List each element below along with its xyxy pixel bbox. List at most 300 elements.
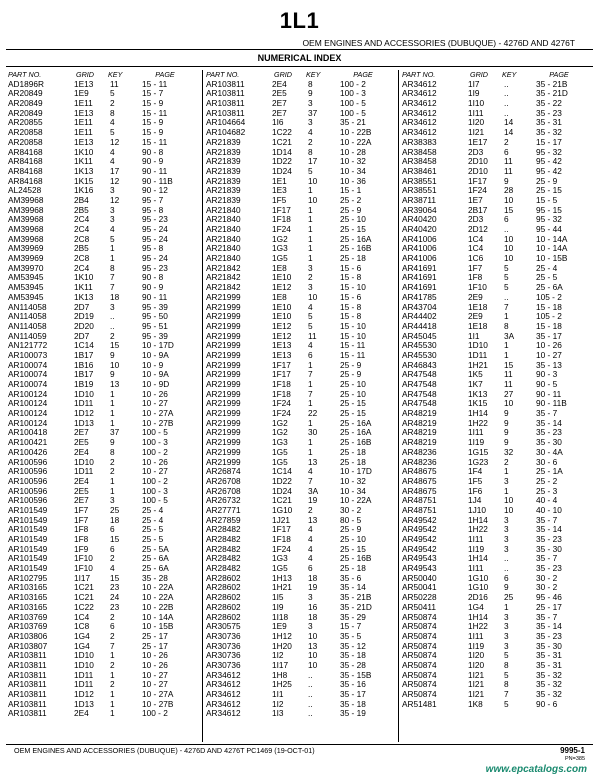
- grid-cell: 1H21: [468, 359, 488, 370]
- key-cell: 10: [504, 233, 514, 244]
- part-no-cell: AR38551: [402, 175, 437, 186]
- part-no-cell: AR20855: [8, 117, 43, 128]
- key-cell: 23: [110, 601, 120, 612]
- grid-cell: 1E13: [74, 107, 94, 118]
- grid-cell: 1I2: [272, 698, 284, 709]
- grid-cell: 1I6: [272, 117, 284, 128]
- key-cell: 5: [110, 127, 115, 138]
- key-cell: 10: [504, 194, 514, 205]
- key-cell: 1: [110, 485, 115, 496]
- page-cell: 25 - 5: [536, 272, 558, 283]
- page-cell: 15 - 6: [340, 291, 362, 302]
- page-cell: 35 - 21D: [536, 88, 568, 99]
- part-no-cell: AR40420: [402, 224, 437, 234]
- key-cell: 3: [308, 282, 313, 293]
- page-cell: 35 - 14: [536, 621, 562, 632]
- page-cell: 25 - 4: [536, 262, 558, 273]
- key-cell: 4: [308, 524, 313, 535]
- key-cell: 11: [504, 156, 513, 167]
- grid-cell: 1F17: [468, 175, 487, 186]
- part-no-cell: AR21840: [206, 253, 241, 264]
- grid-cell: 1D11: [74, 679, 94, 690]
- grid-cell: 1B17: [74, 369, 94, 380]
- index-row: [8, 709, 194, 719]
- key-cell: 10: [504, 253, 514, 264]
- grid-cell: 2E7: [74, 427, 89, 438]
- part-no-cell: AR50874: [402, 689, 437, 699]
- page-cell: 25 - 18: [340, 446, 366, 457]
- grid-cell: 1E9: [272, 621, 287, 632]
- key-cell: 12: [110, 175, 120, 186]
- part-no-cell: AR21999: [206, 408, 241, 419]
- page-cell: 25 - 6A: [142, 563, 169, 574]
- key-cell: 2: [504, 136, 509, 147]
- page-cell: 10 - 22A: [340, 136, 372, 147]
- page-cell: 35 - 13: [536, 359, 562, 370]
- part-no-cell: AM53945: [8, 282, 44, 293]
- grid-cell: 1I1: [468, 330, 480, 341]
- key-cell: 9: [504, 582, 509, 593]
- part-no-cell: AR103811: [206, 88, 245, 99]
- grid-cell: 1K10: [74, 272, 94, 283]
- key-cell: 6: [308, 349, 313, 360]
- page-cell: 35 - 32: [536, 689, 562, 699]
- grid-cell: 1E1: [272, 175, 287, 186]
- page-cell: 95 - 23: [142, 262, 168, 273]
- key-cell: 11: [504, 369, 513, 380]
- key-cell: 1: [504, 340, 509, 351]
- page-cell: 35 - 28: [340, 659, 366, 670]
- part-no-cell: AR21839: [206, 156, 241, 167]
- footer-divider: [6, 744, 593, 745]
- index-column-2: [206, 70, 392, 742]
- part-no-cell: AR21842: [206, 272, 241, 283]
- part-no-cell: AM39968: [8, 224, 44, 234]
- key-cell: 7: [308, 369, 313, 380]
- page-cell: 95 - 32: [536, 214, 562, 225]
- part-no-cell: AR28602: [206, 582, 241, 593]
- part-no-cell: AR34612: [206, 708, 241, 719]
- grid-cell: 1I5: [272, 592, 284, 603]
- key-cell: 22: [308, 408, 318, 419]
- grid-cell: 2D7: [74, 330, 90, 341]
- key-cell: 4: [110, 224, 115, 234]
- page-cell: 25 - 15: [340, 398, 366, 409]
- part-no-cell: AR21999: [206, 427, 241, 438]
- key-cell: 6: [504, 146, 509, 157]
- page-cell: 35 - 23: [536, 107, 562, 118]
- key-cell: 10: [308, 630, 318, 641]
- grid-cell: 1F18: [272, 388, 291, 399]
- part-no-cell: AR101549: [8, 543, 48, 554]
- part-no-cell: AR21999: [206, 291, 241, 302]
- part-no-cell: AL24528: [8, 185, 42, 196]
- page-cell: 25 - 9: [340, 359, 362, 370]
- key-cell: 2: [110, 456, 115, 467]
- part-no-cell: AR38458: [402, 146, 437, 157]
- page-cell: 25 - 9: [536, 175, 558, 186]
- page-cell: 30 - 2: [340, 504, 362, 515]
- part-no-cell: AR100596: [8, 485, 48, 496]
- page-cell: 25 - 17: [142, 640, 168, 651]
- page-cell: 10 - 17D: [142, 340, 174, 351]
- part-no-cell: AR49542: [402, 543, 437, 554]
- index-column-1: [8, 70, 194, 742]
- part-no-header: PART NO.: [8, 70, 42, 79]
- grid-cell: 1D12: [74, 408, 94, 419]
- key-cell: 10: [308, 291, 318, 302]
- key-cell: 1: [308, 214, 313, 225]
- key-cell: 3: [504, 475, 509, 486]
- part-no-cell: AR50874: [402, 611, 437, 622]
- key-cell: 11: [308, 330, 317, 341]
- page-cell: 100 - 2: [340, 78, 366, 89]
- key-cell: 9: [308, 88, 313, 99]
- key-cell: 2: [110, 659, 115, 670]
- key-cell: ..: [308, 669, 313, 680]
- page-cell: 10 - 26: [142, 650, 168, 661]
- part-no-cell: AR27859: [206, 514, 241, 525]
- part-no-cell: AR21842: [206, 282, 241, 293]
- part-no-cell: AR21999: [206, 359, 241, 370]
- page-cell: 25 - 17: [536, 601, 562, 612]
- key-cell: 8: [110, 262, 115, 273]
- key-cell: 10: [504, 243, 514, 254]
- key-cell: 1: [308, 446, 313, 457]
- part-no-cell: AR100124: [8, 417, 48, 428]
- page-cell: 25 - 10: [340, 388, 366, 399]
- page-cell: 25 - 9: [340, 204, 362, 215]
- key-cell: 2: [110, 330, 115, 341]
- grid-cell: 1I11: [468, 427, 484, 438]
- page-cell: 35 - 31: [536, 117, 562, 128]
- page-cell: 10 - 22A: [340, 495, 372, 506]
- part-no-cell: AR48751: [402, 504, 437, 515]
- key-cell: 19: [308, 495, 318, 506]
- page-cell: 35 - 32: [536, 669, 562, 680]
- part-no-cell: AR21999: [206, 311, 241, 322]
- grid-cell: 1F18: [272, 214, 291, 225]
- page-cell: 15 - 5: [536, 194, 558, 205]
- key-cell: 7: [504, 689, 509, 699]
- page-cell: 90 - 8: [142, 146, 164, 157]
- page-cell: 10 - 14A: [536, 233, 568, 244]
- part-no-cell: AR21999: [206, 417, 241, 428]
- key-cell: ..: [504, 291, 509, 302]
- part-no-cell: AR49542: [402, 524, 437, 535]
- page-cell: 15 - 11: [340, 349, 366, 360]
- grid-cell: 1G4: [74, 640, 90, 651]
- key-cell: 1: [110, 253, 115, 264]
- grid-cell: 1K7: [468, 379, 483, 389]
- grid-cell: 1K13: [74, 291, 94, 302]
- grid-cell: 1E12: [272, 282, 292, 293]
- page-cell: 95 - 8: [142, 243, 164, 254]
- grid-cell: 1E8: [272, 262, 287, 273]
- page-cell: 100 - 2: [142, 708, 168, 719]
- part-no-cell: AR100074: [8, 369, 48, 380]
- key-cell: 11: [110, 78, 119, 89]
- grid-cell: 1I11: [468, 630, 484, 641]
- page-cell: 15 - 18: [536, 301, 562, 312]
- part-no-cell: AR47548: [402, 379, 437, 389]
- page-cell: 95 - 7: [142, 194, 164, 205]
- grid-cell: 2B5: [74, 243, 89, 254]
- key-cell: 13: [308, 640, 318, 651]
- key-cell: 1: [504, 349, 509, 360]
- part-no-cell: AM39968: [8, 204, 44, 215]
- page-cell: 10 - 27: [142, 679, 168, 690]
- grid-cell: 1I11: [468, 563, 484, 574]
- grid-cell: 1E10: [272, 311, 292, 322]
- part-no-cell: AM39968: [8, 194, 44, 205]
- part-no-cell: AR21839: [206, 185, 241, 196]
- page-cell: 35 - 16: [340, 679, 366, 690]
- part-no-cell: AR21840: [206, 204, 241, 215]
- grid-cell: 2D16: [468, 592, 488, 603]
- page-cell: 35 - 5: [340, 630, 362, 641]
- key-cell: 3: [110, 495, 115, 506]
- key-cell: 9: [504, 175, 509, 186]
- key-cell: 14: [504, 117, 514, 128]
- part-no-cell: AR30736: [206, 630, 241, 641]
- page-cell: 15 - 10: [340, 330, 366, 341]
- key-cell: 30: [308, 427, 318, 438]
- grid-cell: 1C22: [74, 601, 94, 612]
- key-cell: 6: [504, 572, 509, 583]
- watermark-link[interactable]: www.epcatalogs.com: [485, 764, 587, 775]
- key-cell: 3: [110, 185, 115, 196]
- page-cell: 15 - 7: [340, 621, 362, 632]
- part-no-cell: AR48219: [402, 437, 437, 448]
- key-cell: 13: [110, 379, 120, 389]
- page-cell: 95 - 32: [536, 146, 562, 157]
- grid-cell: 2B17: [468, 204, 488, 215]
- key-cell: 1: [504, 466, 509, 477]
- key-cell: 2: [308, 136, 313, 147]
- grid-cell: 1I9: [468, 88, 480, 99]
- key-cell: 4: [110, 156, 115, 167]
- part-no-cell: AR21999: [206, 349, 241, 360]
- key-cell: 2: [110, 466, 115, 477]
- key-cell: 6: [110, 621, 115, 632]
- page-cell: 35 - 21D: [340, 601, 372, 612]
- page-cell: 30 - 6: [536, 456, 558, 467]
- part-no-cell: AR104682: [206, 127, 246, 138]
- grid-cell: 1C21: [74, 592, 94, 603]
- key-cell: 1: [110, 417, 115, 428]
- grid-cell: 1G2: [272, 427, 288, 438]
- part-no-cell: AN121772: [8, 340, 48, 351]
- grid-cell: 1F5: [272, 194, 287, 205]
- key-cell: 4: [308, 543, 313, 554]
- key-cell: 9: [110, 349, 115, 360]
- grid-cell: 1E13: [74, 78, 94, 89]
- key-cell: 8: [308, 78, 313, 89]
- part-no-cell: AR50874: [402, 669, 437, 680]
- index-row: [206, 709, 392, 719]
- grid-cell: 2E9: [468, 291, 483, 302]
- key-cell: 1: [110, 650, 115, 661]
- grid-cell: 1I20: [468, 650, 485, 661]
- grid-cell: 1C21: [74, 582, 94, 593]
- index-row: [402, 700, 588, 710]
- grid-cell: 2E4: [272, 78, 287, 89]
- key-cell: 1: [110, 243, 115, 254]
- key-cell: ..: [110, 320, 115, 331]
- page-cell: 35 - 14: [340, 582, 366, 593]
- part-no-cell: AR103165: [8, 601, 48, 612]
- part-no-cell: AR45045: [402, 330, 437, 341]
- grid-cell: 1E18: [468, 301, 488, 312]
- part-no-cell: AR47548: [402, 398, 437, 409]
- key-header: KEY: [108, 70, 123, 79]
- grid-cell: 1E9: [74, 88, 89, 99]
- grid-cell: 1D10: [74, 659, 94, 670]
- grid-cell: 1H22: [468, 417, 488, 428]
- page-cell: 35 - 18: [340, 650, 366, 661]
- key-cell: 15: [110, 340, 120, 351]
- grid-cell: 1F24: [272, 543, 291, 554]
- page-cell: 95 - 24: [142, 253, 168, 264]
- page-cell: 10 - 27: [536, 349, 562, 360]
- grid-cell: 1H14: [468, 553, 488, 564]
- key-cell: 10: [308, 659, 318, 670]
- key-cell: 4: [110, 146, 115, 157]
- part-no-cell: AR21839: [206, 146, 241, 157]
- grid-cell: 1K15: [468, 398, 488, 409]
- page-cell: 35 - 19: [340, 708, 366, 719]
- part-no-cell: AR50874: [402, 650, 437, 661]
- page-cell: 35 - 14: [536, 524, 562, 535]
- part-no-cell: AN114059: [8, 330, 47, 341]
- part-no-cell: AR48236: [402, 456, 437, 467]
- page-cell: 95 - 39: [142, 301, 168, 312]
- part-no-cell: AR101549: [8, 504, 48, 515]
- page-cell: 95 - 15: [536, 204, 562, 215]
- key-cell: 2: [110, 630, 115, 641]
- grid-cell: 1D13: [74, 417, 94, 428]
- part-no-cell: AR38551: [402, 185, 437, 196]
- key-cell: 2: [308, 272, 313, 283]
- key-cell: 9: [504, 408, 509, 419]
- key-cell: 3: [504, 514, 509, 525]
- grid-cell: 1E18: [468, 320, 488, 331]
- key-cell: 3A: [504, 330, 515, 341]
- grid-cell: 1F24: [272, 398, 291, 409]
- grid-cell: 1D22: [272, 475, 292, 486]
- grid-cell: 2D7: [74, 301, 90, 312]
- key-cell: 4: [110, 563, 115, 574]
- grid-cell: 1I7: [468, 78, 480, 89]
- page-cell: 25 - 16B: [340, 553, 372, 564]
- part-no-cell: AM53945: [8, 291, 44, 302]
- part-no-cell: AR50228: [402, 592, 437, 603]
- part-no-cell: AR21999: [206, 330, 241, 341]
- part-no-cell: AR47548: [402, 388, 437, 399]
- part-no-cell: AR103811: [8, 650, 47, 661]
- part-no-cell: AN114058: [8, 301, 47, 312]
- grid-cell: 1C22: [272, 127, 292, 138]
- grid-cell: 1E11: [74, 117, 93, 128]
- part-no-cell: AR20849: [8, 88, 43, 99]
- part-no-cell: AM39970: [8, 262, 44, 273]
- part-no-cell: AR101549: [8, 553, 48, 564]
- page-cell: 15 - 1: [340, 185, 362, 196]
- grid-cell: 1H14: [468, 611, 488, 622]
- key-cell: 11: [504, 379, 513, 389]
- key-cell: 1: [308, 417, 313, 428]
- part-no-cell: AR49542: [402, 534, 437, 544]
- page-cell: 35 - 30: [536, 437, 562, 448]
- page-cell: 15 - 11: [142, 78, 168, 89]
- key-cell: 1: [504, 485, 509, 496]
- part-no-cell: AR21999: [206, 437, 241, 448]
- grid-cell: 1B19: [74, 379, 94, 389]
- page-cell: 10 - 27B: [142, 417, 174, 428]
- key-cell: 23: [110, 582, 120, 593]
- grid-cell: 1F8: [74, 534, 89, 544]
- page-number: 9995-1: [560, 746, 585, 755]
- key-cell: 3: [504, 524, 509, 535]
- part-no-cell: AR101549: [8, 534, 48, 544]
- page-cell: 25 - 10: [340, 214, 366, 225]
- part-no-cell: AR39064: [402, 204, 437, 215]
- part-no-cell: AR30736: [206, 650, 241, 661]
- key-cell: 25: [504, 592, 514, 603]
- part-no-cell: AR47548: [402, 369, 437, 380]
- grid-cell: 1B16: [74, 359, 94, 370]
- part-no-cell: AR103165: [8, 582, 48, 593]
- key-cell: ..: [504, 98, 509, 109]
- key-cell: 13: [308, 456, 318, 467]
- grid-cell: 2E7: [74, 495, 89, 506]
- page-cell: 25 - 10: [340, 379, 366, 389]
- part-no-cell: AR103811: [8, 659, 47, 670]
- key-cell: 5: [504, 698, 509, 709]
- part-no-cell: AR44402: [402, 311, 437, 322]
- part-no-cell: AR102795: [8, 572, 48, 583]
- grid-cell: 1C21: [272, 495, 292, 506]
- part-no-cell: AM39968: [8, 214, 44, 225]
- part-no-cell: AR100124: [8, 408, 48, 419]
- grid-cell: 1F17: [272, 369, 291, 380]
- key-cell: 37: [308, 107, 318, 118]
- grid-header: GRID: [470, 70, 488, 79]
- page-cell: 35 - 22: [536, 98, 562, 109]
- grid-cell: 1E17: [468, 136, 488, 147]
- page-cell: 10 - 9A: [142, 369, 169, 380]
- part-no-cell: AR41691: [402, 272, 437, 283]
- page-cell: 10 - 34: [340, 165, 366, 176]
- part-no-cell: AR21840: [206, 224, 241, 234]
- grid-cell: 1G3: [272, 553, 288, 564]
- grid-cell: 1I11: [468, 534, 484, 544]
- page-cell: 15 - 17: [536, 136, 562, 147]
- grid-cell: 1H22: [468, 621, 488, 632]
- grid-cell: 2E4: [74, 475, 89, 486]
- grid-cell: 1F10: [74, 563, 93, 574]
- part-no-cell: AR30575: [206, 621, 241, 632]
- page-cell: 25 - 9: [340, 369, 362, 380]
- key-cell: ..: [308, 679, 313, 690]
- key-cell: 3: [308, 592, 313, 603]
- grid-cell: 2E5: [74, 437, 89, 448]
- page-header: PAGE: [353, 70, 373, 79]
- grid-cell: 2D19: [74, 311, 94, 322]
- part-no-cell: AR84168: [8, 175, 43, 186]
- part-no-cell: AR49543: [402, 563, 437, 574]
